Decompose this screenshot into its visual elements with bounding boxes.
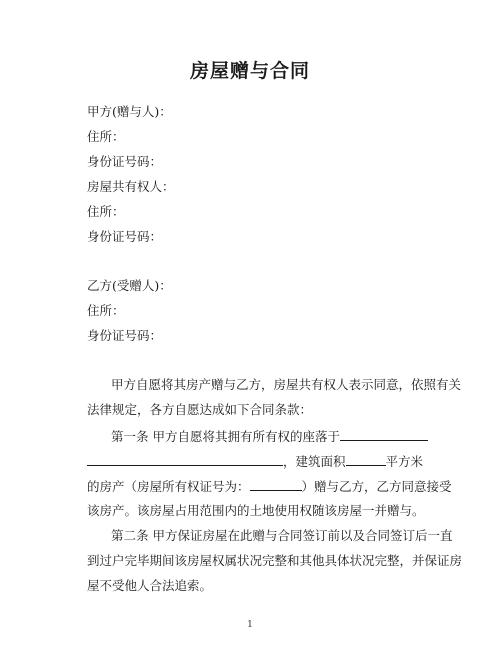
certificate-label: 的房产（房屋所有权证号为： xyxy=(87,479,250,494)
article-2-line-1: 第二条 甲方保证房屋在此赠与合同签订前以及合同签订后一直 xyxy=(111,528,453,543)
party-a-address-label: 住所： xyxy=(87,129,125,144)
area-blank[interactable] xyxy=(346,453,386,466)
location-blank-continued[interactable] xyxy=(87,453,283,466)
article-1-line-4: 该房产。该房屋占用范围内的土地使用权随该房屋一并赠与。 xyxy=(87,503,425,518)
article-2-line-3: 屋不受他人合法追索。 xyxy=(87,578,213,593)
party-a-id-label: 身份证号码： xyxy=(87,154,163,169)
article-2-line-2: 到过户完毕期间该房屋权属状况完整和其他具体状况完整，并保证房 xyxy=(87,553,463,568)
party-b-label: 乙方(受赠人)： xyxy=(87,278,172,293)
intro-line-2: 法律规定，各方自愿达成如下合同条款： xyxy=(87,402,313,417)
article-1-line-1 xyxy=(111,428,444,445)
area-unit: 平方米 xyxy=(385,454,424,469)
article-1-line-2 xyxy=(87,453,424,470)
article-1-line-3-rest: ）赠与乙方，乙方同意接受 xyxy=(301,479,452,494)
page-number: 1 xyxy=(247,620,253,630)
co-owner-address-label: 住所： xyxy=(87,204,125,219)
party-b-id-label: 身份证号码： xyxy=(87,328,163,343)
co-owner-id-label: 身份证号码： xyxy=(87,229,163,244)
location-blank[interactable] xyxy=(340,428,428,441)
article-1-line-1-text: 第一条 甲方自愿将其拥有所有权的座落于 xyxy=(111,429,340,444)
party-a-label: 甲方(赠与人)： xyxy=(87,104,172,119)
area-label: ，建筑面积 xyxy=(283,454,346,469)
document-title: 房屋赠与合同 xyxy=(189,60,310,82)
intro-line-1: 甲方自愿将其房产赠与乙方，房屋共有权人表示同意，依照有关 xyxy=(111,377,462,392)
article-1-line-3 xyxy=(87,478,452,495)
party-b-address-label: 住所： xyxy=(87,303,125,318)
co-owner-label: 房屋共有权人： xyxy=(87,179,175,194)
certificate-number-blank[interactable] xyxy=(250,478,302,491)
